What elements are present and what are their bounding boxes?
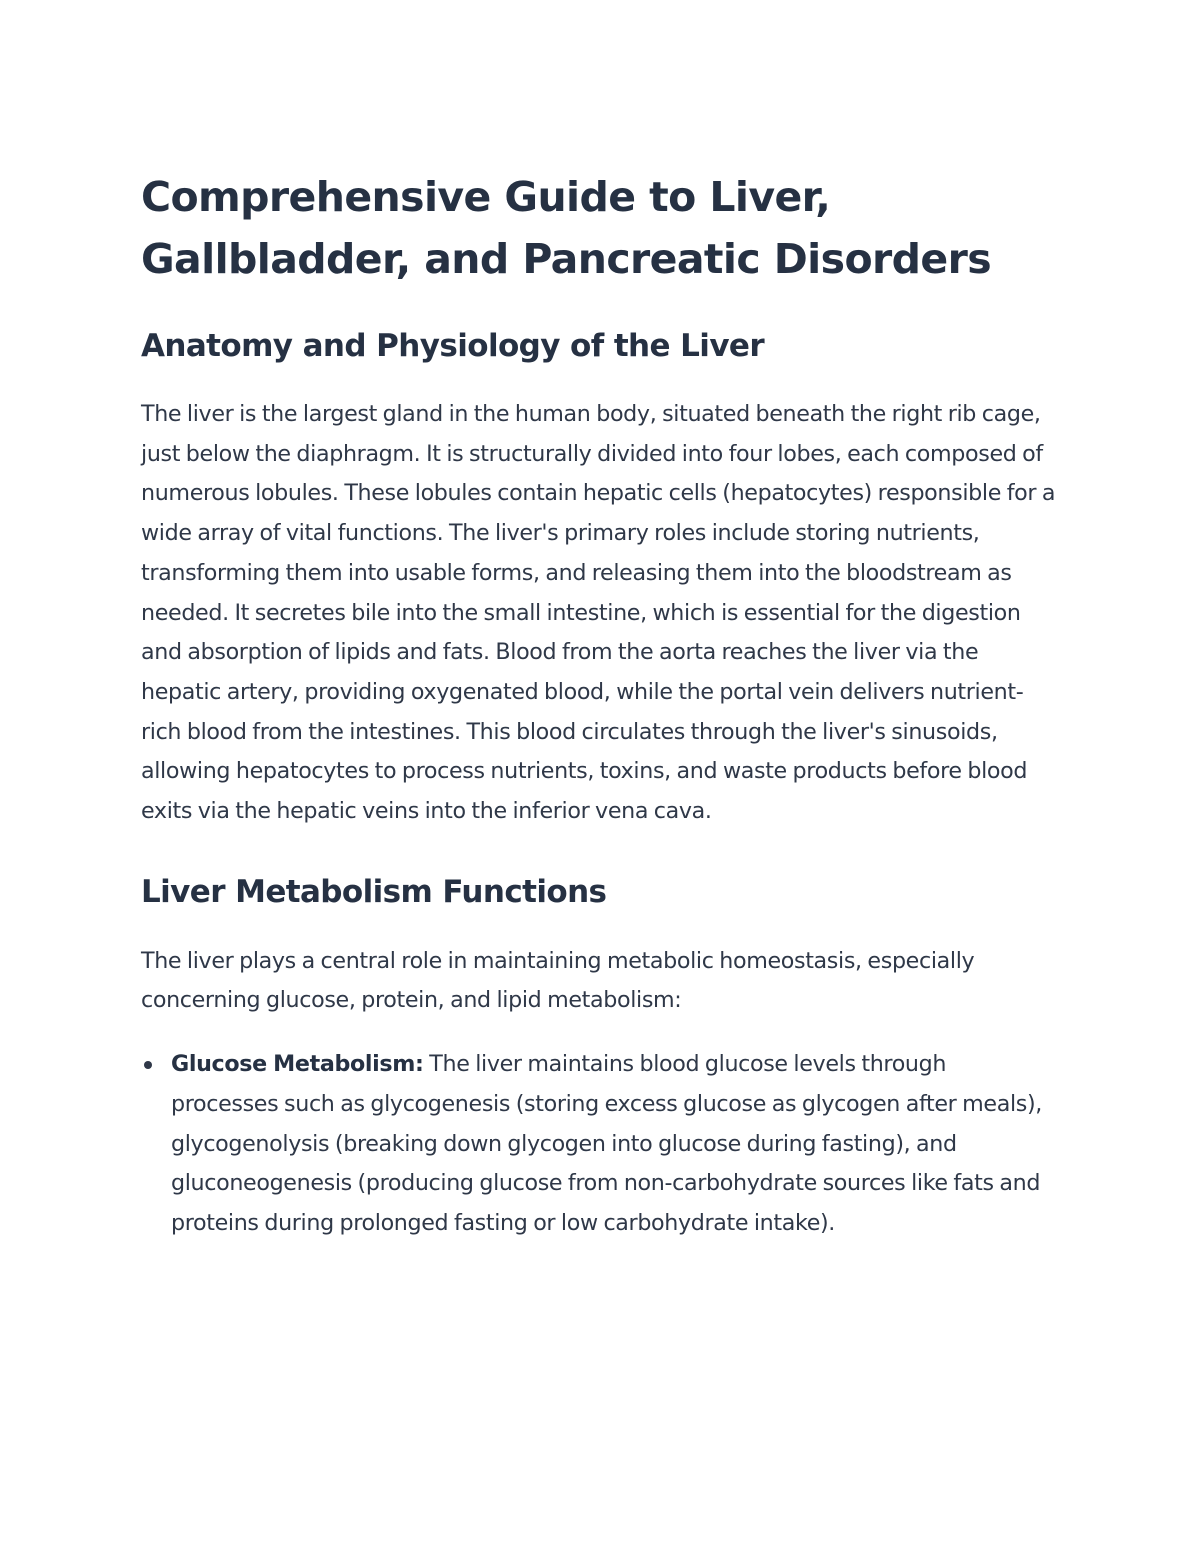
list-item bbox=[141, 1045, 1056, 1244]
list-item-term: Glucose Metabolism: bbox=[171, 1051, 424, 1078]
section-paragraph-anatomy: The liver is the largest gland in the human body, situated beneath the right rib cage, just below the diaphragm. It is structurally divided into four lobes, each composed of numerous lobules. These lobules contain hepatic cells (hepatocytes) responsible for a wide array of vital functions. The liver's primary roles include storing nutrients, transforming them into usable forms, and releasing them into the bloodstream as needed. It secretes bile into the small intestine, which is essential for the digestion and absorption of lipids and fats. Blood from the aorta reaches the liver via the hepatic artery, providing oxygenated blood, while the portal vein delivers nutrient-rich blood from the intestines. This blood circulates through the liver's sinusoids, allowing hepatocytes to process nutrients, toxins, and waste products before blood exits via the hepatic veins into the inferior vena cava. bbox=[141, 401, 1056, 825]
document-title: Comprehensive Guide to Liver, Gallbladder, and Pancreatic Disorders bbox=[141, 173, 992, 283]
list-item-text: The liver maintains blood glucose levels through processes such as glycogenesis (storing excess glucose as glycogen after meals), glycogenolysis (breaking down glycogen into glucose during fasting), and gluconeogenesis (producing glucose from non-carbohydrate sources like fats and proteins during prolonged fasting or low carbohydrate intake). bbox=[171, 1051, 1042, 1236]
metabolism-list bbox=[141, 1045, 1056, 1244]
section-heading-anatomy: Anatomy and Physiology of the Liver bbox=[141, 328, 765, 364]
document-page bbox=[141, 166, 1056, 1244]
bullet-icon bbox=[144, 1061, 152, 1069]
section-paragraph-metabolism: The liver plays a central role in maintaining metabolic homeostasis, especially concerning glucose, protein, and lipid metabolism: bbox=[141, 947, 975, 1014]
section-heading-metabolism: Liver Metabolism Functions bbox=[141, 873, 607, 910]
